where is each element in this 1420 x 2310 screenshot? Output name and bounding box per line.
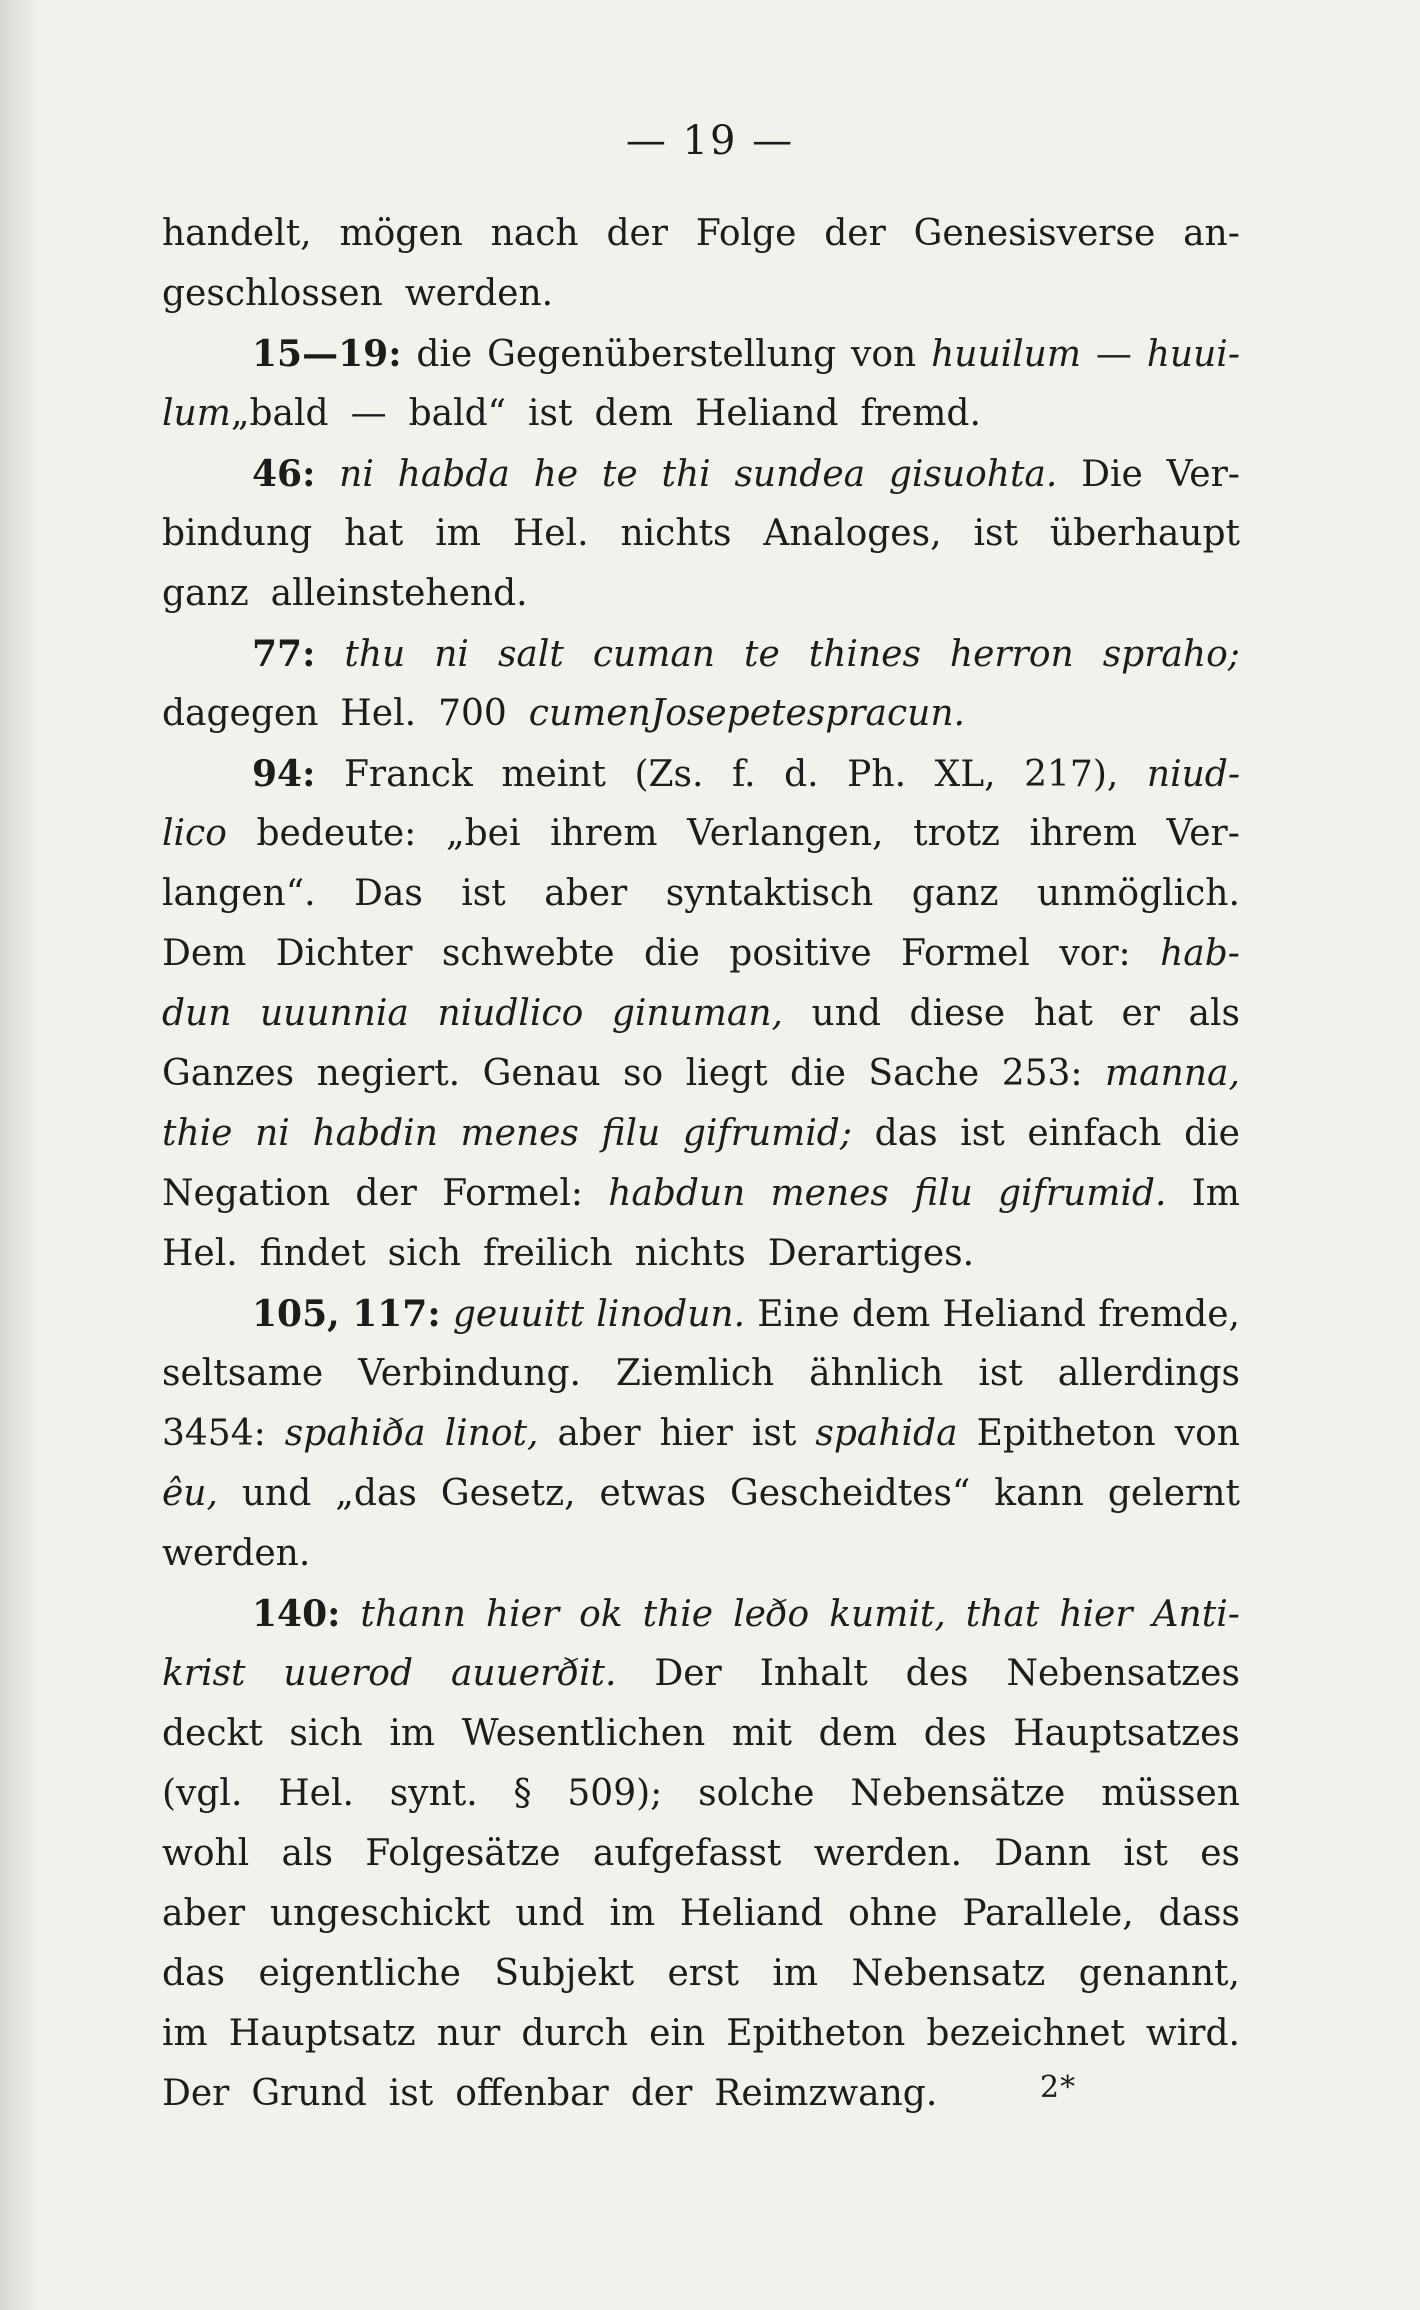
word: Dem — [162, 933, 247, 974]
italic-word: menes — [770, 1173, 889, 1214]
word: im — [162, 2013, 208, 2054]
word: Genesisverse — [913, 213, 1156, 254]
text-line — [162, 744, 1240, 804]
italic-word: filu — [914, 1173, 973, 1214]
word: ist — [973, 513, 1018, 554]
word: nur — [436, 2013, 501, 2054]
word: Gescheidtes“ — [729, 1473, 971, 1514]
word: ist — [528, 393, 573, 434]
body-text — [162, 204, 1240, 2124]
word: meint — [501, 754, 606, 795]
text-line — [162, 1464, 1240, 1524]
italic-word: thie — [642, 1594, 714, 1635]
italic-word: Josepe — [650, 693, 771, 734]
word: 700 — [438, 693, 507, 734]
word: Folge — [695, 213, 797, 254]
word: ist — [960, 1113, 1005, 1154]
word: Sache — [868, 1053, 980, 1094]
text-line — [162, 1884, 1240, 1944]
word: werden. — [404, 273, 554, 314]
word: negiert. — [316, 1053, 461, 1094]
text-line — [162, 1044, 1240, 1104]
word: Heliand — [942, 1294, 1086, 1335]
word: Reimzwang. — [714, 2073, 938, 2114]
word: Nebensatzes — [1006, 1653, 1240, 1694]
word: Der — [654, 1653, 722, 1694]
italic-word: linot, — [444, 1413, 539, 1454]
text-line — [162, 1764, 1240, 1824]
word: von — [851, 334, 917, 375]
italic-word: ok — [579, 1594, 623, 1635]
word: das — [874, 1113, 938, 1154]
word: im — [435, 513, 481, 554]
word: deckt — [162, 1713, 263, 1754]
word: Nebensatz — [851, 1953, 1046, 1994]
word: Ziemlich — [615, 1353, 775, 1394]
text-line — [162, 1644, 1240, 1704]
word: fremd. — [860, 393, 981, 434]
italic-word: geuuitt — [452, 1294, 585, 1335]
word: hat — [344, 513, 404, 554]
word: dem — [818, 1713, 898, 1754]
italic-word: kumit, — [829, 1594, 946, 1635]
verse-number: 105, 117: — [252, 1293, 441, 1335]
word: alleinstehend. — [270, 573, 528, 614]
italic-word: hab- — [1160, 933, 1240, 974]
word: und — [241, 1473, 312, 1514]
word: durch — [521, 2013, 629, 2054]
word: ein — [649, 2013, 706, 2054]
word: so — [623, 1053, 664, 1094]
word: bald“ — [408, 393, 507, 434]
word: Verlangen, — [687, 813, 884, 854]
word: nichts — [634, 1233, 746, 1274]
text-line — [162, 864, 1240, 924]
italic-word: salt — [497, 634, 564, 675]
italic-word: gisuohta. — [888, 454, 1058, 495]
word: im — [609, 1893, 656, 1934]
italic-word: cuman — [592, 634, 715, 675]
text-line — [162, 1344, 1240, 1404]
word: XL, — [934, 754, 996, 795]
text-line — [162, 1104, 1240, 1164]
text-line — [162, 204, 1240, 264]
italic-word: Anti- — [1152, 1594, 1240, 1635]
word: fremde, — [1098, 1294, 1240, 1335]
text-line — [162, 684, 1240, 744]
word: dem — [851, 1294, 931, 1335]
word: des — [923, 1713, 987, 1754]
word: „das — [335, 1473, 417, 1514]
italic-word: dun — [162, 993, 232, 1034]
word: „bald — [230, 393, 329, 434]
italic-word: huui- — [1146, 334, 1240, 375]
word: freilich — [483, 1233, 613, 1274]
text-line — [162, 2064, 1240, 2124]
italic-word: that — [965, 1594, 1040, 1635]
word: nach — [490, 213, 579, 254]
word: und — [515, 1893, 585, 1934]
word: werden. — [162, 1533, 311, 1574]
verse-number: 94: — [252, 753, 316, 795]
italic-word: habdun — [608, 1173, 746, 1214]
italic-word: hier — [485, 1594, 560, 1635]
text-line — [162, 1164, 1240, 1224]
text-line — [162, 804, 1240, 864]
word: Ph. — [847, 754, 907, 795]
word: Franck — [343, 754, 473, 795]
word: Der — [162, 2073, 230, 2114]
word: Hel. — [340, 693, 417, 734]
word: „bei — [445, 813, 521, 854]
word: im — [772, 1953, 819, 1994]
italic-word: spahida — [815, 1413, 958, 1454]
text-line — [162, 264, 1240, 324]
italic-word: sundea — [734, 454, 866, 495]
word: Formel: — [442, 1173, 584, 1214]
text-line — [162, 2004, 1240, 2064]
word: (Zs. — [634, 754, 704, 795]
word: ist — [1123, 1833, 1168, 1874]
word: Hel. — [278, 1773, 354, 1814]
word: Formel — [901, 933, 1030, 974]
word: offenbar — [455, 2073, 609, 2114]
italic-word: habdin — [312, 1113, 438, 1154]
italic-word: spahiða — [284, 1413, 426, 1454]
word: Gesetz, — [440, 1473, 576, 1514]
word: Ver- — [1166, 454, 1240, 495]
word: dass — [1158, 1893, 1240, 1934]
word: die — [790, 1053, 846, 1094]
word: Gegenüberstellung — [487, 334, 837, 375]
word: aber — [162, 1893, 246, 1934]
italic-word: ni — [255, 1113, 290, 1154]
word: als — [281, 1833, 333, 1874]
text-line — [162, 384, 1240, 444]
word: Grund — [251, 2073, 367, 2114]
word: ungeschickt — [269, 1893, 491, 1934]
word: aber — [544, 873, 628, 914]
italic-word: he — [533, 454, 579, 495]
text-line — [162, 444, 1240, 504]
word: Hauptsatz — [228, 2013, 416, 2054]
text-line — [162, 1524, 1240, 1584]
word: die — [416, 334, 473, 375]
word: Hel. — [162, 1233, 238, 1274]
italic-word: huuilum — [931, 334, 1081, 375]
word: ist — [461, 873, 506, 914]
word: vor: — [1059, 933, 1131, 974]
word: Ganzes — [162, 1053, 295, 1094]
italic-word: spracun. — [806, 693, 965, 734]
word: mögen — [339, 213, 463, 254]
word: seltsame — [162, 1353, 324, 1394]
word: etwas — [599, 1473, 706, 1514]
text-line — [162, 1704, 1240, 1764]
word: solche — [698, 1773, 815, 1814]
word: 217), — [1024, 754, 1119, 795]
word: Dann — [994, 1833, 1092, 1874]
word: Hauptsatzes — [1013, 1713, 1240, 1754]
italic-word: ni — [434, 634, 469, 675]
italic-word: filu — [601, 1113, 661, 1154]
italic-word: ni — [339, 454, 374, 495]
word: Folgesätze — [365, 1833, 561, 1874]
word: — — [1095, 334, 1132, 375]
word: 509); — [567, 1773, 663, 1814]
word: werden. — [813, 1833, 963, 1874]
word: 3454: — [162, 1413, 266, 1454]
word: und — [811, 993, 881, 1034]
italic-word: herron — [949, 634, 1074, 675]
word: aufgefasst — [592, 1833, 782, 1874]
word: genannt, — [1078, 1953, 1240, 1994]
word: dagegen — [162, 693, 319, 734]
italic-word: linodun. — [596, 1294, 746, 1335]
word: Im — [1191, 1173, 1240, 1214]
word: Epitheton — [726, 2013, 906, 2054]
text-line — [162, 984, 1240, 1044]
word: Derartiges. — [767, 1233, 975, 1274]
word: geschlossen — [162, 273, 383, 314]
word: § — [513, 1773, 532, 1814]
word: diese — [909, 993, 1006, 1034]
word: der — [824, 213, 886, 254]
word: Heliand — [695, 393, 839, 434]
word: Eine — [757, 1294, 840, 1335]
text-line — [162, 1224, 1240, 1284]
italic-word: te — [601, 454, 638, 495]
word: allerdings — [1057, 1353, 1240, 1394]
text-line — [162, 1404, 1240, 1464]
word: als — [1188, 993, 1240, 1034]
word: hier — [659, 1413, 733, 1454]
word: überhaupt — [1049, 513, 1240, 554]
word: kann — [994, 1473, 1084, 1514]
word: ist — [751, 1413, 797, 1454]
word: Das — [354, 873, 423, 914]
verse-number: 46: — [252, 453, 316, 495]
italic-word: thines — [808, 634, 921, 675]
word: wohl — [162, 1833, 250, 1874]
word: Dichter — [275, 933, 413, 974]
word: gelernt — [1107, 1473, 1240, 1514]
word: müssen — [1101, 1773, 1240, 1814]
word: der — [606, 213, 669, 254]
italic-word: lum — [162, 393, 231, 434]
italic-word: êu, — [162, 1473, 218, 1514]
word: Parallele, — [962, 1893, 1134, 1934]
word: schwebte — [441, 933, 615, 974]
italic-word: niudlico — [437, 993, 584, 1034]
verse-number: 77: — [252, 633, 316, 675]
signature-mark: 2* — [1040, 2070, 1077, 2105]
word: es — [1200, 1833, 1240, 1874]
word: nichts — [620, 513, 732, 554]
italic-word: gifrumid; — [682, 1113, 852, 1154]
italic-word: menes — [460, 1113, 579, 1154]
word: an- — [1183, 213, 1240, 254]
word: synt. — [389, 1773, 478, 1814]
word: ist — [978, 1353, 1023, 1394]
word: Analoges, — [763, 513, 942, 554]
text-line — [162, 1824, 1240, 1884]
italic-word: lico — [162, 813, 227, 854]
text-line — [162, 1584, 1240, 1644]
word: hat — [1033, 993, 1093, 1034]
word: liegt — [685, 1053, 768, 1094]
italic-word: cumen — [528, 693, 651, 734]
italic-word: krist — [162, 1653, 246, 1694]
word: trotz — [913, 813, 1000, 854]
word: ganz — [162, 573, 249, 614]
scan-edge-shadow — [0, 0, 40, 2310]
word: — — [350, 393, 387, 434]
verse-number: 15—19: — [252, 333, 402, 375]
word: die — [644, 933, 700, 974]
word: unmöglich. — [1036, 873, 1240, 914]
word: im — [389, 1713, 436, 1754]
word: Hel. — [512, 513, 589, 554]
text-line — [162, 504, 1240, 564]
word: Subjekt — [494, 1953, 635, 1994]
word: der — [630, 2073, 693, 2114]
word: (vgl. — [162, 1773, 243, 1814]
word: des — [905, 1653, 969, 1694]
italic-word: thann — [360, 1594, 466, 1635]
word: Negation — [162, 1173, 331, 1214]
italic-word: uuerod — [283, 1653, 414, 1694]
word: langen“. — [162, 873, 316, 914]
word: erst — [667, 1953, 739, 1994]
word: aber — [557, 1413, 641, 1454]
italic-word: spraho; — [1102, 634, 1240, 675]
word: positive — [729, 933, 872, 974]
italic-word: niud- — [1146, 754, 1240, 795]
word: d. — [784, 754, 819, 795]
verse-number: 140: — [252, 1593, 341, 1635]
word: Epitheton — [976, 1413, 1156, 1454]
word: er — [1121, 993, 1160, 1034]
italic-word: thu — [344, 634, 406, 675]
italic-word: manna, — [1105, 1053, 1240, 1094]
word: Inhalt — [759, 1653, 868, 1694]
word: 253: — [1001, 1053, 1083, 1094]
word: syntaktisch — [665, 873, 874, 914]
word: Die — [1081, 454, 1143, 495]
italic-word: hier — [1059, 1594, 1133, 1635]
word: findet — [259, 1233, 366, 1274]
word: dem — [594, 393, 674, 434]
italic-word: auuerðit. — [450, 1653, 617, 1694]
word: ohne — [848, 1893, 938, 1934]
word: bezeichnet — [926, 2013, 1125, 2054]
italic-word: ginuman, — [611, 993, 783, 1034]
word: bindung — [162, 513, 313, 554]
word: ist — [388, 2073, 434, 2114]
word: handelt, — [162, 213, 312, 254]
word: ähnlich — [809, 1353, 944, 1394]
word: sich — [387, 1233, 462, 1274]
text-line — [162, 1284, 1240, 1344]
italic-word: te — [771, 693, 807, 734]
word: ihrem — [1029, 813, 1137, 854]
word: die — [1184, 1113, 1240, 1154]
page-number-header: — 19 — — [625, 118, 795, 164]
italic-word: leðo — [733, 1594, 810, 1635]
word: Genau — [482, 1053, 601, 1094]
word: bedeute: — [256, 813, 417, 854]
word: von — [1174, 1413, 1240, 1454]
word: wird. — [1145, 2013, 1240, 2054]
word: der — [355, 1173, 417, 1214]
text-line — [162, 1944, 1240, 2004]
word: einfach — [1027, 1113, 1162, 1154]
word: Wesentlichen — [461, 1713, 706, 1754]
text-line — [162, 564, 1240, 624]
word: ihrem — [550, 813, 658, 854]
word: ganz — [911, 873, 999, 914]
word: das — [162, 1953, 225, 1994]
text-line — [162, 324, 1240, 384]
italic-word: te — [744, 634, 780, 675]
text-line — [162, 924, 1240, 984]
italic-word: thi — [661, 454, 711, 495]
word: Verbindung. — [358, 1353, 581, 1394]
word: Ver- — [1166, 813, 1240, 854]
italic-word: thie — [162, 1113, 233, 1154]
word: Heliand — [679, 1893, 824, 1934]
word: Nebensätze — [850, 1773, 1066, 1814]
word: eigentliche — [258, 1953, 461, 1994]
italic-word: gifrumid. — [997, 1173, 1167, 1214]
italic-word: uuunnia — [259, 993, 409, 1034]
word: f. — [732, 754, 756, 795]
word: mit — [731, 1713, 793, 1754]
text-line — [162, 624, 1240, 684]
italic-word: habda — [397, 454, 510, 495]
word: sich — [289, 1713, 363, 1754]
